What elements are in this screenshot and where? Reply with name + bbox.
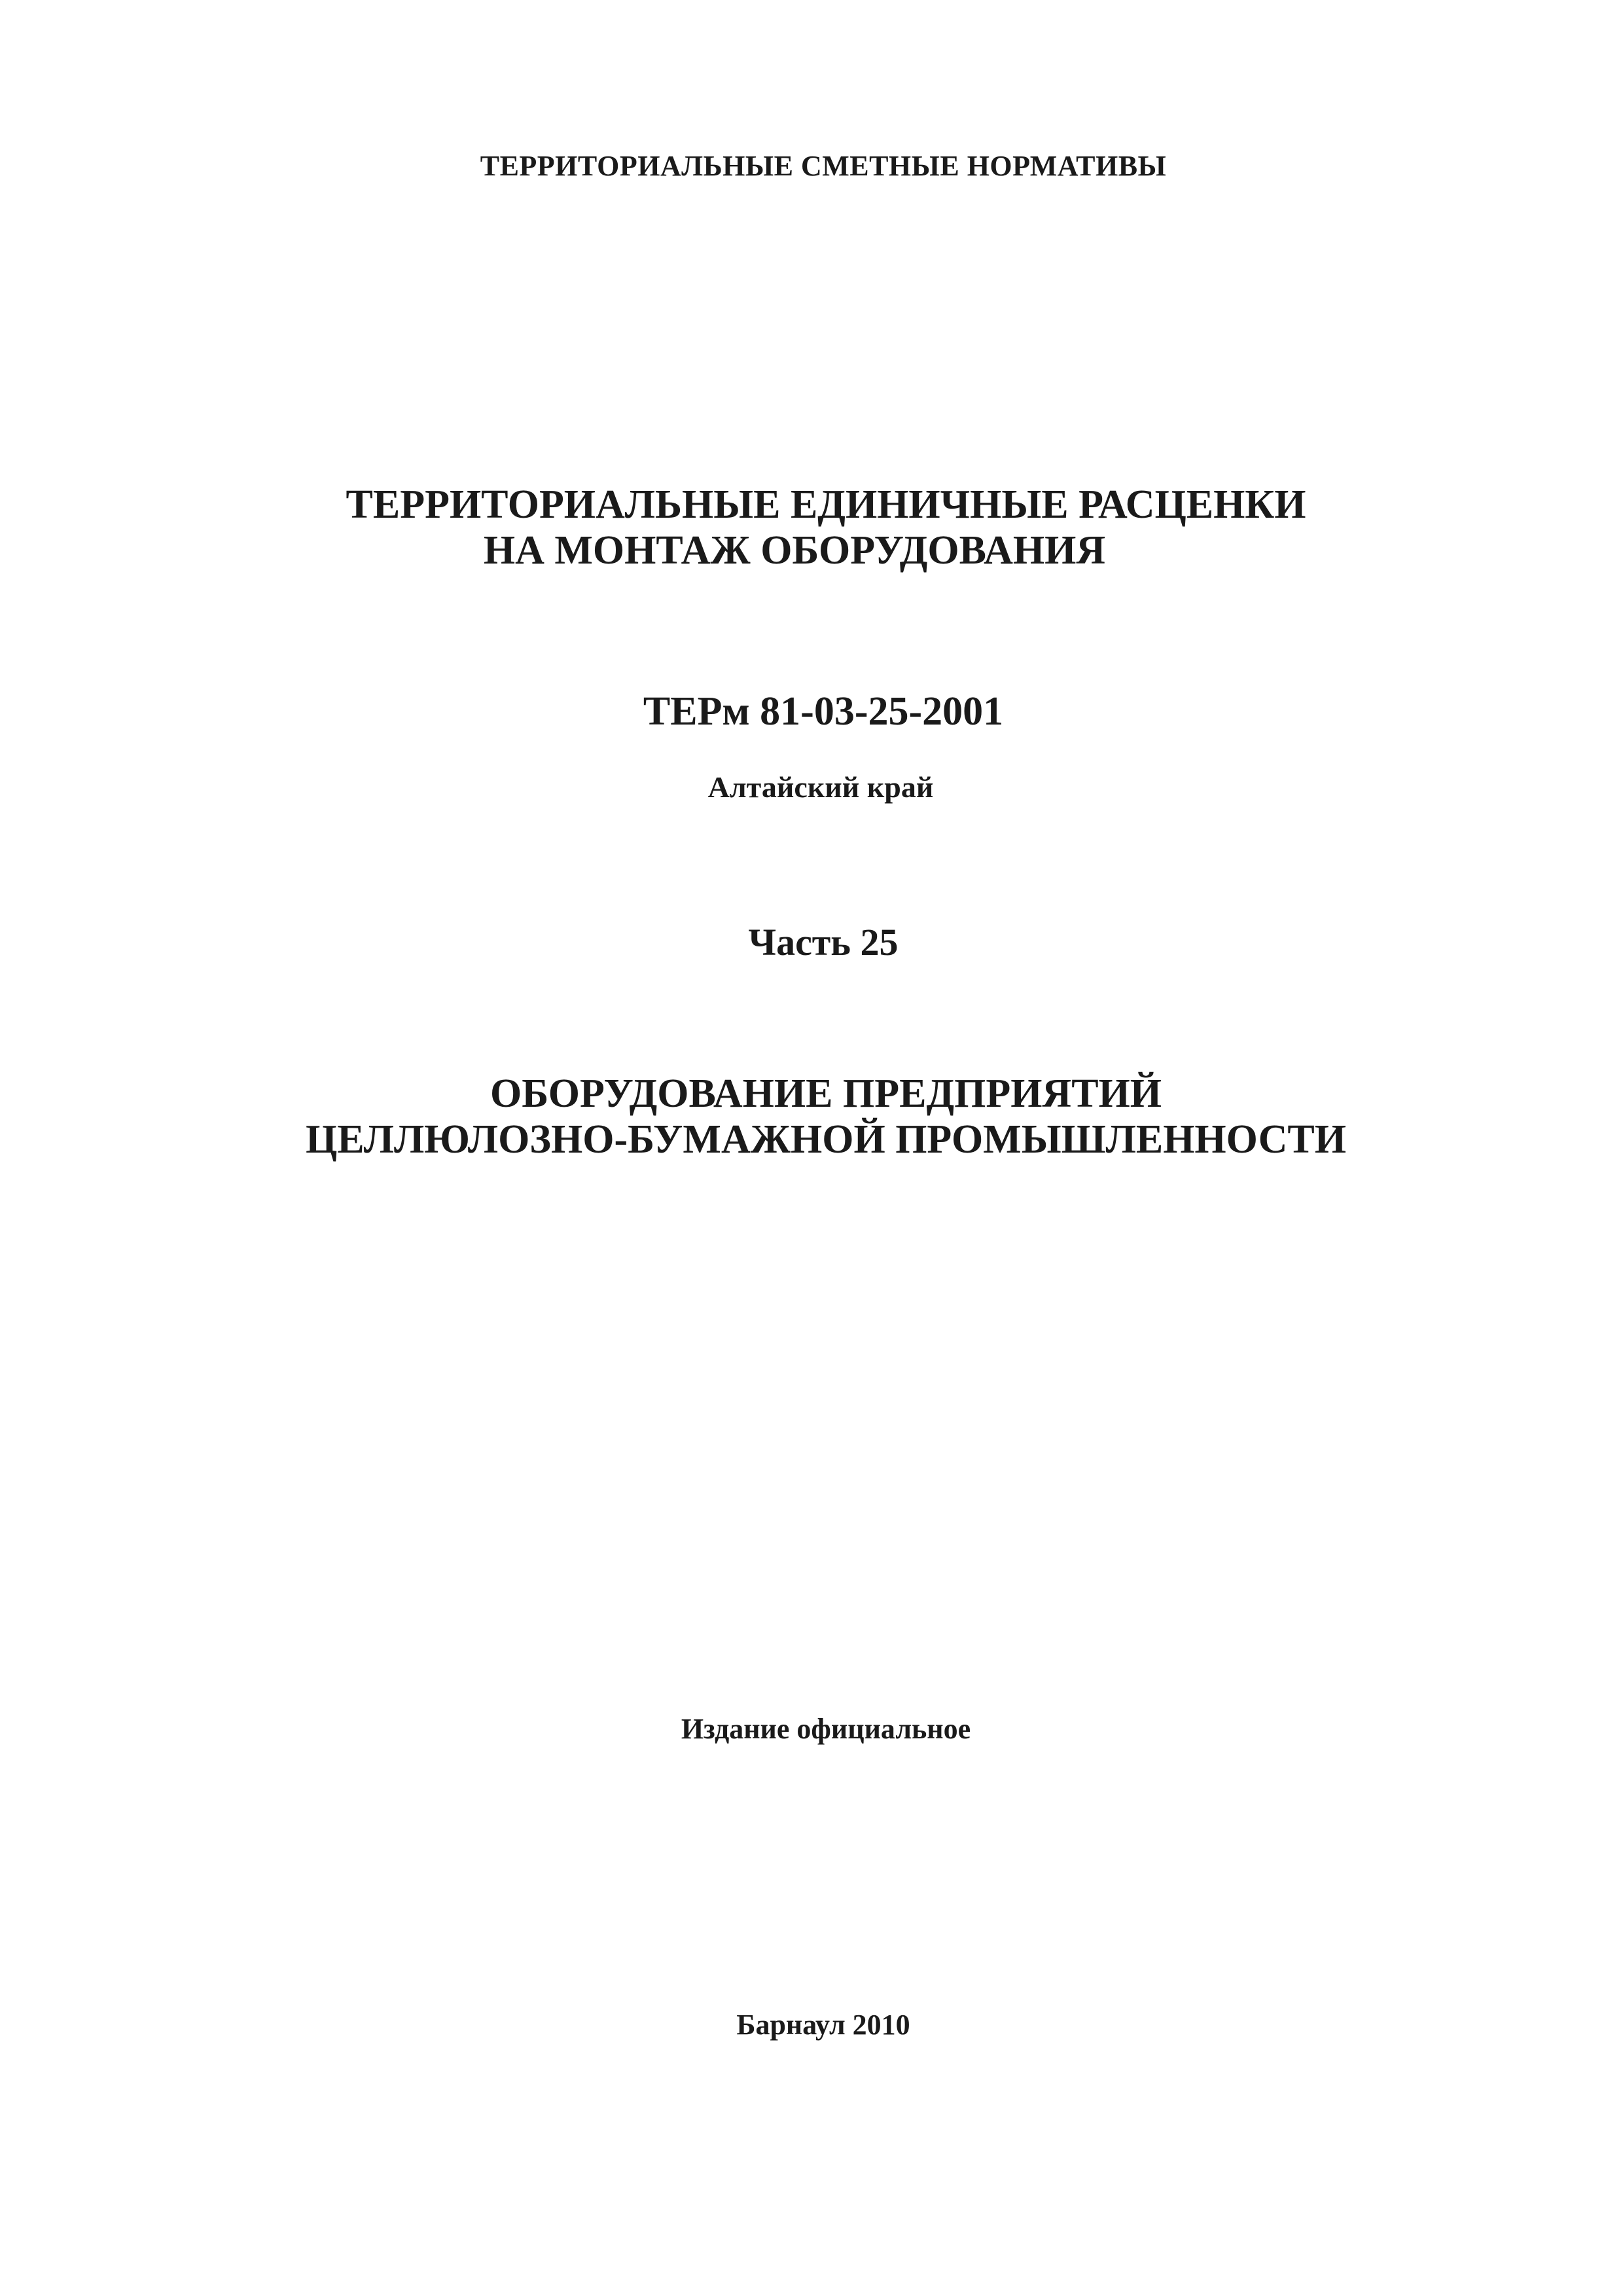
document-code: ТЕРм 81-03-25-2001 [643, 689, 1004, 734]
edition-label: Издание официальное [681, 1713, 971, 1745]
section-title-line-2: ЦЕЛЛЮЛОЗНО-БУМАЖНОЙ ПРОМЫШЛЕННОСТИ [306, 1117, 1346, 1162]
part-number: Часть 25 [748, 921, 899, 963]
section-title-line-1: ОБОРУДОВАНИЕ ПРЕДПРИЯТИЙ [490, 1071, 1162, 1116]
region-name: Алтайский край [707, 770, 934, 804]
main-title-line-2: НА МОНТАЖ ОБОРУДОВАНИЯ [483, 528, 1106, 573]
series-header: ТЕРРИТОРИАЛЬНЫЕ СМЕТНЫЕ НОРМАТИВЫ [480, 150, 1167, 182]
main-title-line-1: ТЕРРИТОРИАЛЬНЫЕ ЕДИНИЧНЫЕ РАСЦЕНКИ [346, 482, 1306, 527]
place-and-year: Барнаул 2010 [736, 2009, 910, 2041]
